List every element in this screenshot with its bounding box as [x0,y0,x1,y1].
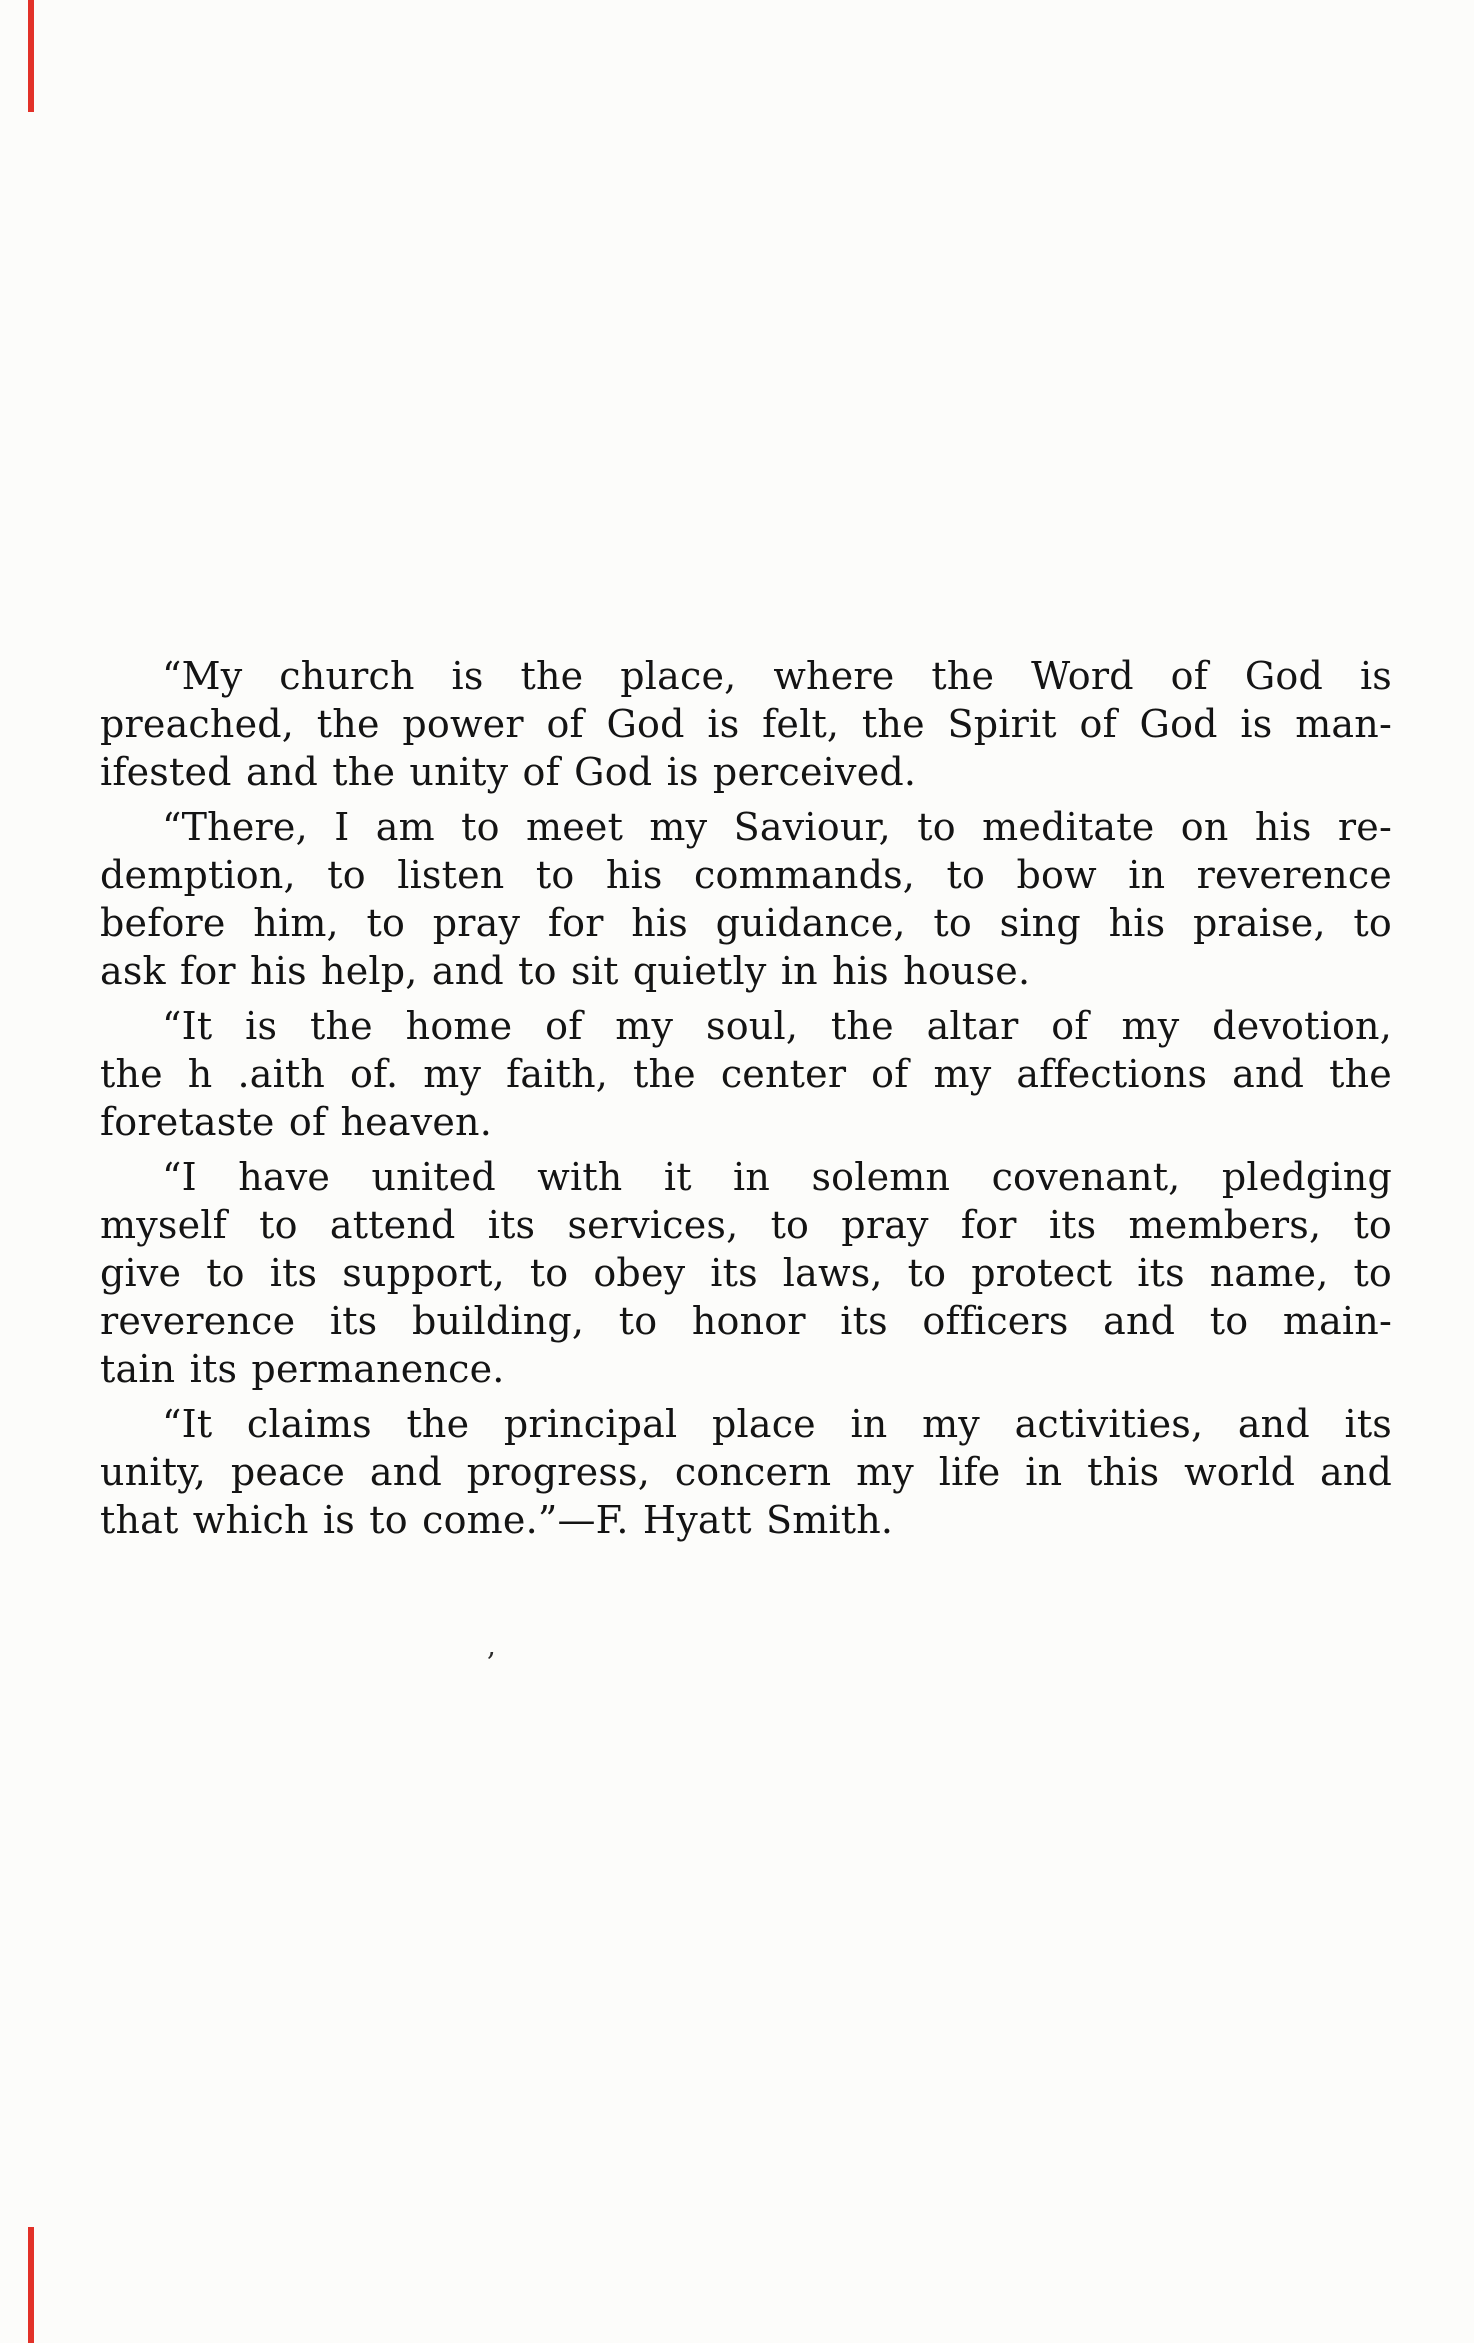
text-line: “I have united with it in solemn covenant, pledging [162,1155,1392,1199]
paragraph [100,1002,1392,1146]
text-line: demption, to listen to his commands, to bow in reverence [100,853,1392,897]
text-line: myself to attend its services, to pray for its members, to [100,1203,1392,1247]
stray-ink-mark: , [487,1629,496,1662]
red-registration-mark-top [28,0,34,112]
text-line: tain its permanence. [100,1347,505,1391]
red-registration-mark-bottom [28,2227,34,2343]
paragraph [100,652,1392,796]
text-line: “My church is the place, where the Word of God is [162,654,1392,698]
text-line: before him, to pray for his guidance, to sing his praise, to [100,901,1392,945]
text-line: preached, the power of God is felt, the Spirit of God is man- [100,702,1392,746]
paragraph [100,1153,1392,1393]
text-line: the h .aith of. my faith, the center of my affections and the [100,1052,1392,1096]
paragraph [100,803,1392,995]
text-line: “It claims the principal place in my activities, and its [162,1402,1392,1446]
text-block [100,652,1392,1551]
text-line: give to its support, to obey its laws, to protect its name, to [100,1251,1392,1295]
text-line: “There, I am to meet my Saviour, to meditate on his re- [162,805,1392,849]
text-line: ifested and the unity of God is perceived. [100,750,917,794]
text-line: ask for his help, and to sit quietly in his house. [100,949,1031,993]
text-line: unity, peace and progress, concern my life in this world and [100,1450,1392,1494]
text-line: that which is to come.”—F. Hyatt Smith. [100,1498,894,1542]
paragraph [100,1400,1392,1544]
text-line: “It is the home of my soul, the altar of my devotion, [162,1004,1392,1048]
text-line: reverence its building, to honor its officers and to main- [100,1299,1392,1343]
text-line: foretaste of heaven. [100,1100,493,1144]
